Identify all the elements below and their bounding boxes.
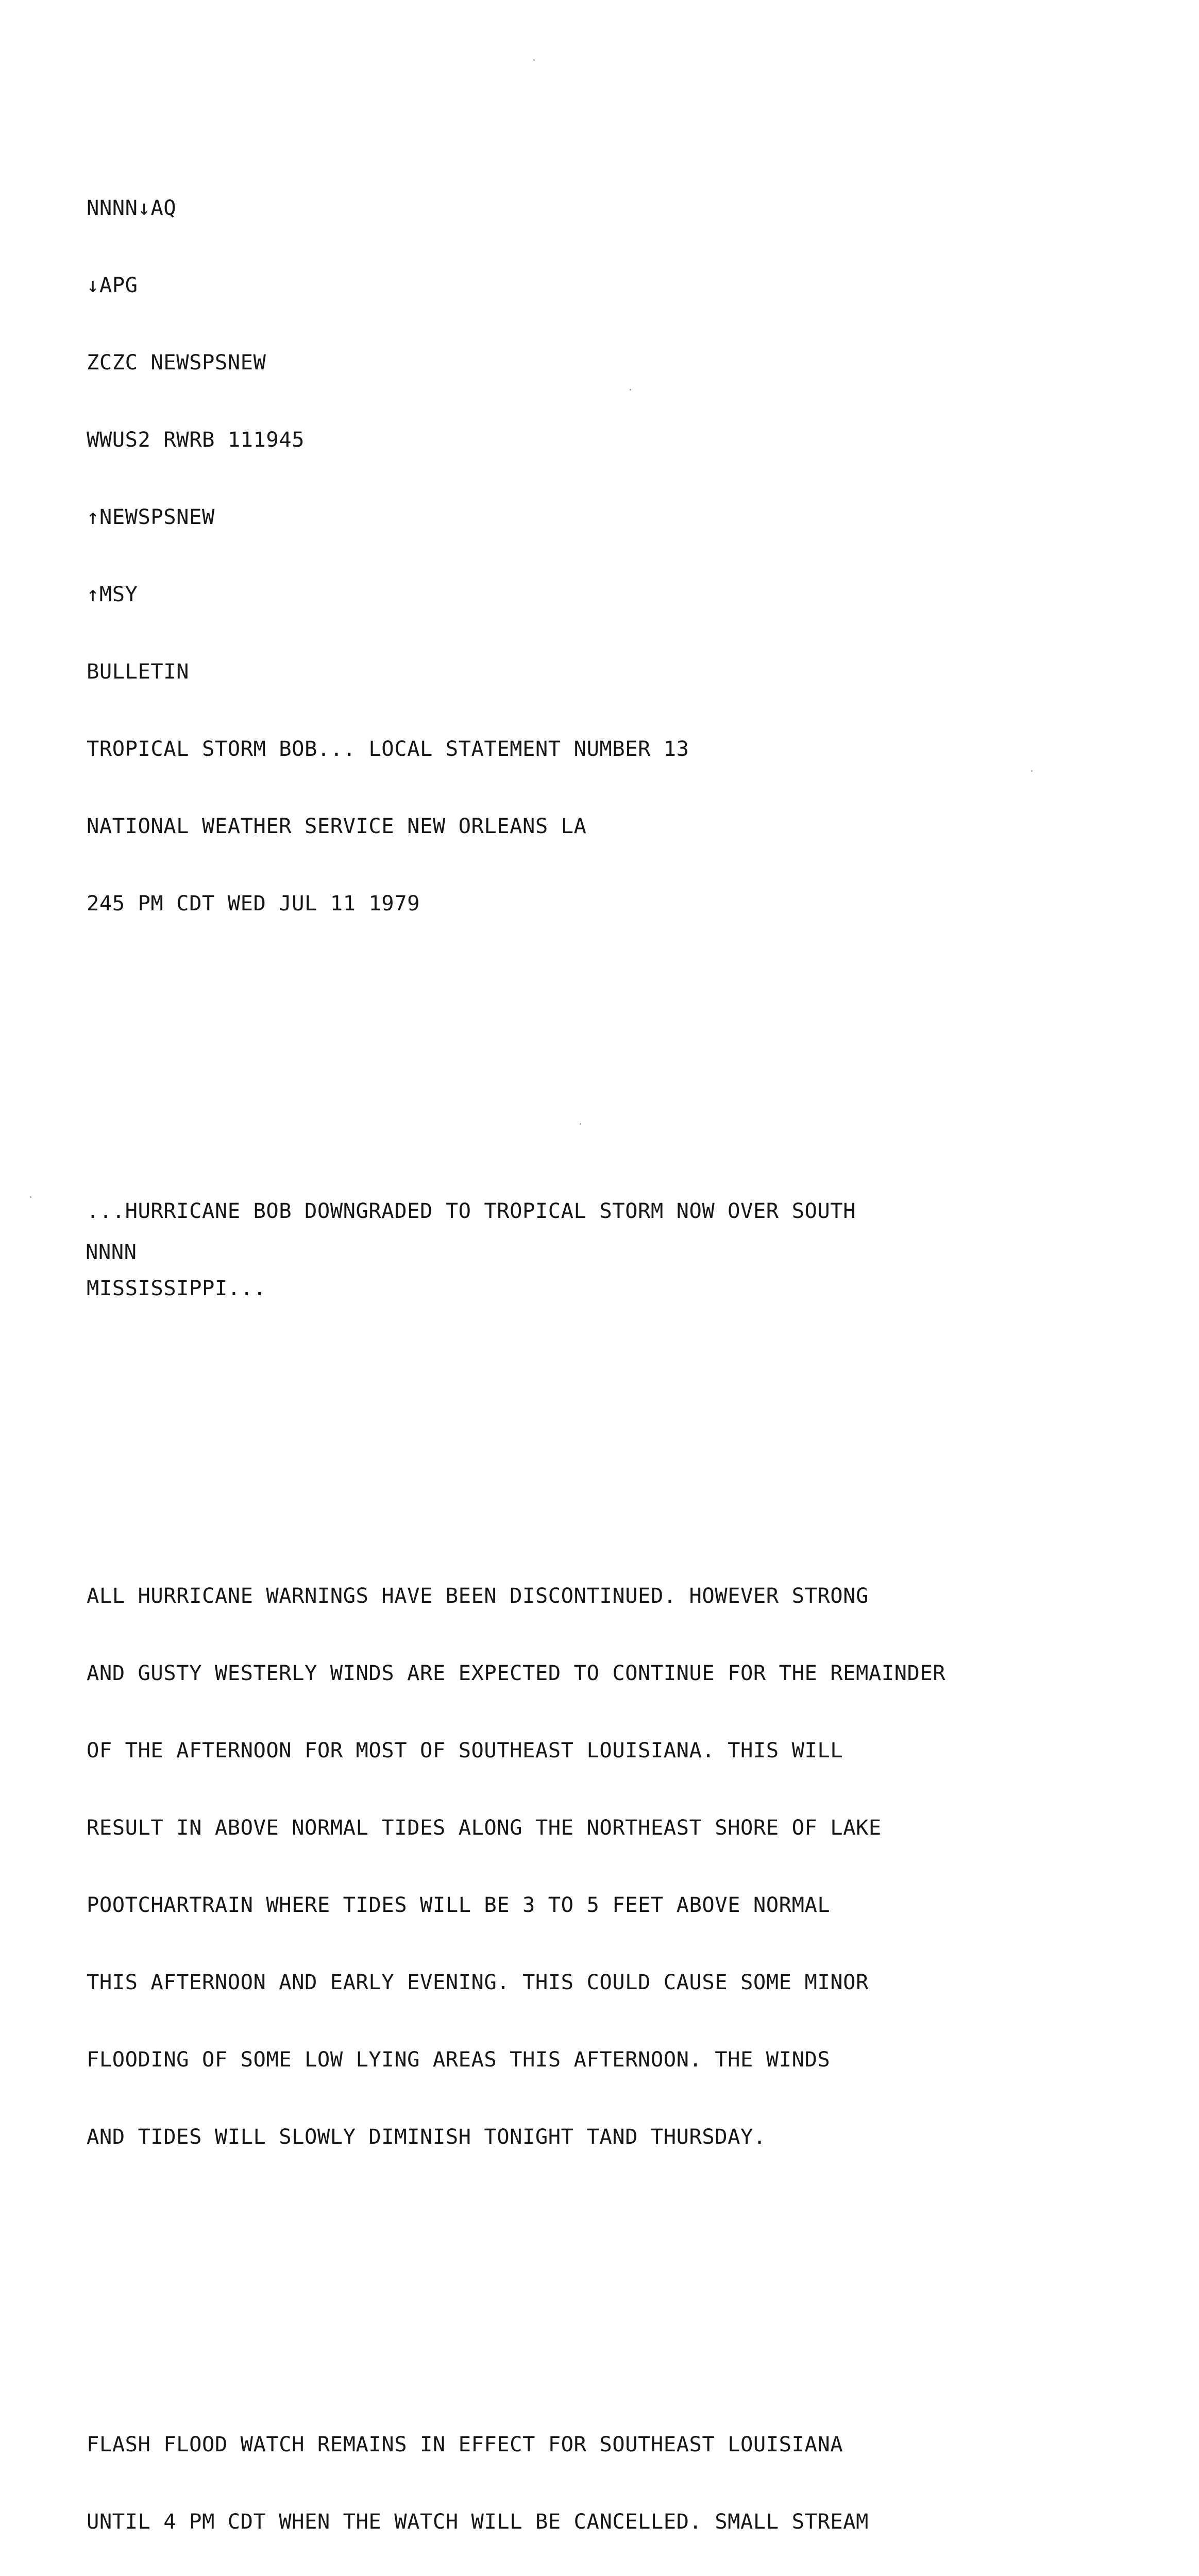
paper-speck	[30, 1196, 31, 1198]
paragraph-line: POOTCHARTRAIN WHERE TIDES WILL BE 3 TO 5 FEET ABOVE NORMAL	[87, 1892, 831, 1917]
blank-line	[87, 2278, 1169, 2302]
paragraph-line: RESULT IN ABOVE NORMAL TIDES ALONG THE NORTHEAST SHORE OF LAKE	[87, 1815, 882, 1840]
paragraph-line: AND TIDES WILL SLOWLY DIMINISH TONIGHT TAND THURSDAY.	[87, 2124, 766, 2149]
paragraph-line: THIS AFTERNOON AND EARLY EVENING. THIS COULD CAUSE SOME MINOR	[87, 1970, 869, 1994]
statement-title: TROPICAL STORM BOB... LOCAL STATEMENT NUMBER 13	[87, 736, 689, 761]
paragraph-warnings	[87, 1531, 1169, 2201]
end-of-message-marker: NNNN	[86, 1240, 137, 1264]
headline	[87, 1146, 1169, 1352]
paper-speck	[580, 1123, 581, 1125]
paper-speck	[1031, 770, 1033, 772]
header-line: ZCZC NEWSPSNEW	[87, 350, 266, 375]
issuing-office: NATIONAL WEATHER SERVICE NEW ORLEANS LA	[87, 814, 587, 838]
header-line: ↑NEWSPSNEW	[87, 504, 215, 529]
header-line: NNNN↓AQ	[87, 195, 177, 220]
paragraph-line: FLOODING OF SOME LOW LYING AREAS THIS AFTERNOON. THE WINDS	[87, 2047, 831, 2072]
issue-time: 245 PM CDT WED JUL 11 1979	[87, 891, 420, 916]
paper-speck	[533, 59, 535, 61]
paper-speck	[630, 389, 631, 391]
headline-line: MISSISSIPPI...	[87, 1276, 266, 1300]
message-header	[87, 143, 1169, 968]
bulletin-label: BULLETIN	[87, 659, 190, 684]
bulletin-body	[87, 66, 1169, 2576]
paragraph-line: OF THE AFTERNOON FOR MOST OF SOUTHEAST LOUISIANA. THIS WILL	[87, 1738, 843, 1762]
paragraph-line: ALL HURRICANE WARNINGS HAVE BEEN DISCONTINUED. HOWEVER STRONG	[87, 1583, 869, 1608]
header-line: WWUS2 RWRB 111945	[87, 427, 305, 452]
blank-line	[87, 1045, 1169, 1069]
paragraph-flash-flood	[87, 2380, 1169, 2576]
headline-line: ...HURRICANE BOB DOWNGRADED TO TROPICAL STORM NOW OVER SOUTH	[87, 1198, 856, 1223]
paragraph-line: FLASH FLOOD WATCH REMAINS IN EFFECT FOR SOUTHEAST LOUISIANA	[87, 2432, 843, 2456]
header-line: ↑MSY	[87, 582, 138, 606]
header-line: ↓APG	[87, 273, 138, 297]
blank-line	[87, 1430, 1169, 1454]
paragraph-line: UNTIL 4 PM CDT WHEN THE WATCH WILL BE CANCELLED. SMALL STREAM	[87, 2509, 869, 2534]
paragraph-line: AND GUSTY WESTERLY WINDS ARE EXPECTED TO CONTINUE FOR THE REMAINDER	[87, 1660, 946, 1685]
